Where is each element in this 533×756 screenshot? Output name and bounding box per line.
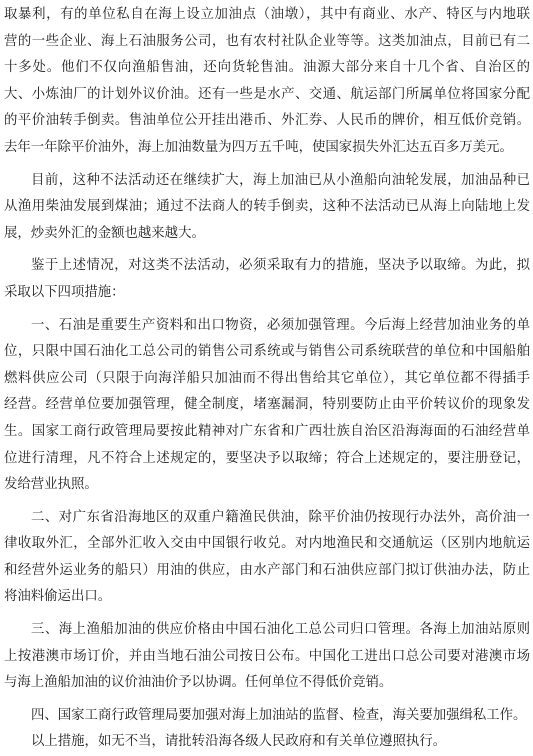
text-line: 的平价油转手倒卖。售油单位公开挂出港币、外汇券、人民币的牌价，相互低价竞销。 [4, 113, 530, 129]
text-line: 从渔用柴油发展到煤油；通过不法商人的转手倒卖，这种不法活动已从海上向陆地上发 [4, 199, 530, 215]
text-line: 以上措施，如无不当，请批转沿海各级人民政府和有关单位遵照执行。 [31, 734, 447, 750]
text-line: 发给营业执照。 [4, 477, 98, 493]
text-line: 上按港澳市场订价，并由当地石油公司按日公布。中国化工进出口总公司要对港澳市场 [4, 648, 530, 664]
text-line: 去年一年除平价油外，海上加油数量为四万五千吨，使国家损失外汇达五百多万美元。 [4, 139, 513, 155]
text-line: 十多处。他们不仅向渔船售油，还向货轮售油。油源大部分来自十几个省、自治区的 [4, 60, 530, 76]
text-line: 经营。经营单位要加强管理，健全制度，堵塞漏洞，特别要防止由平价转议价的现象发 [4, 397, 530, 413]
text-line: 大、小炼油厂的计划外议价油。还有一些是水产、交通、航运部门所属单位将国家分配 [4, 86, 530, 102]
text-line: 燃料供应公司（只限于向海洋船只加油而不得出售给其它单位），其它单位都不得插手 [4, 370, 530, 386]
paragraph-7 [4, 703, 530, 730]
text-line: 将油料偷运出口。 [4, 589, 112, 605]
text-line: 目前，这种不法活动还在继续扩大，海上加油已从小渔船向油轮发展，加油品种已 [31, 172, 530, 188]
text-line: 律收取外汇，全部外汇收入交由中国银行收兑。对内地渔民和交通航运（区别内地航运 [4, 536, 530, 552]
paragraph-3 [4, 253, 530, 306]
text-line: 取暴利，有的单位私自在海上设立加油点（油墩），其中有商业、水产、特区与内地联 [4, 7, 530, 22]
text-line: 鉴于上述情况，对这类不法活动，必须采取有力的措施，坚决予以取缔。为此，拟 [31, 258, 530, 274]
text-line: 位进行清理，凡不符合上述规定的，要坚决予以取缔；符合上述规定的，要注册登记， [4, 450, 530, 466]
paragraph-6 [4, 617, 530, 697]
text-line: 营的一些企业、海上石油服务公司，也有农村社队企业等等。这类加油点，目前已有二 [4, 33, 530, 49]
text-line: 四、国家工商行政管理局要加强对海上加油站的监督、检查，海关要加强缉私工作。 [31, 707, 527, 723]
document-page [4, 2, 530, 750]
paragraph-1 [4, 2, 530, 162]
text-line: 一、石油是重要生产资料和出口物资，必须加强管理。今后海上经营加油业务的单 [31, 317, 530, 333]
text-line: 二、对广东省沿海地区的双重户籍渔民供油，除平价油仍按现行办法外，高价油一 [31, 509, 530, 525]
paragraph-4 [4, 313, 530, 499]
paragraph-5 [4, 505, 530, 611]
paragraph-2 [4, 168, 530, 248]
text-line: 生。国家工商行政管理局要按此精神对广东省和广西壮族自治区沿海海面的石油经营单 [4, 423, 530, 439]
text-line: 位，只限中国石油化工总公司的销售公司系统或与销售公司系统联营的单位和中国船舶 [4, 344, 530, 360]
text-line: 展，炒卖外汇的金额也越来越大。 [4, 225, 205, 241]
text-line: 采取以下四项措施： [4, 284, 125, 300]
paragraph-8 [4, 729, 530, 756]
text-line: 三、海上渔船加油的供应价格由中国石油化工总公司归口管理。各海上加油站原则 [31, 622, 530, 638]
text-line: 和经营外运业务的船只）用油的供应，由水产部门和石油供应部门拟订供油办法，防止 [4, 562, 530, 578]
text-line: 与海上渔船加油的议价油油价予以协调。任何单位不得低价竞销。 [4, 675, 393, 691]
